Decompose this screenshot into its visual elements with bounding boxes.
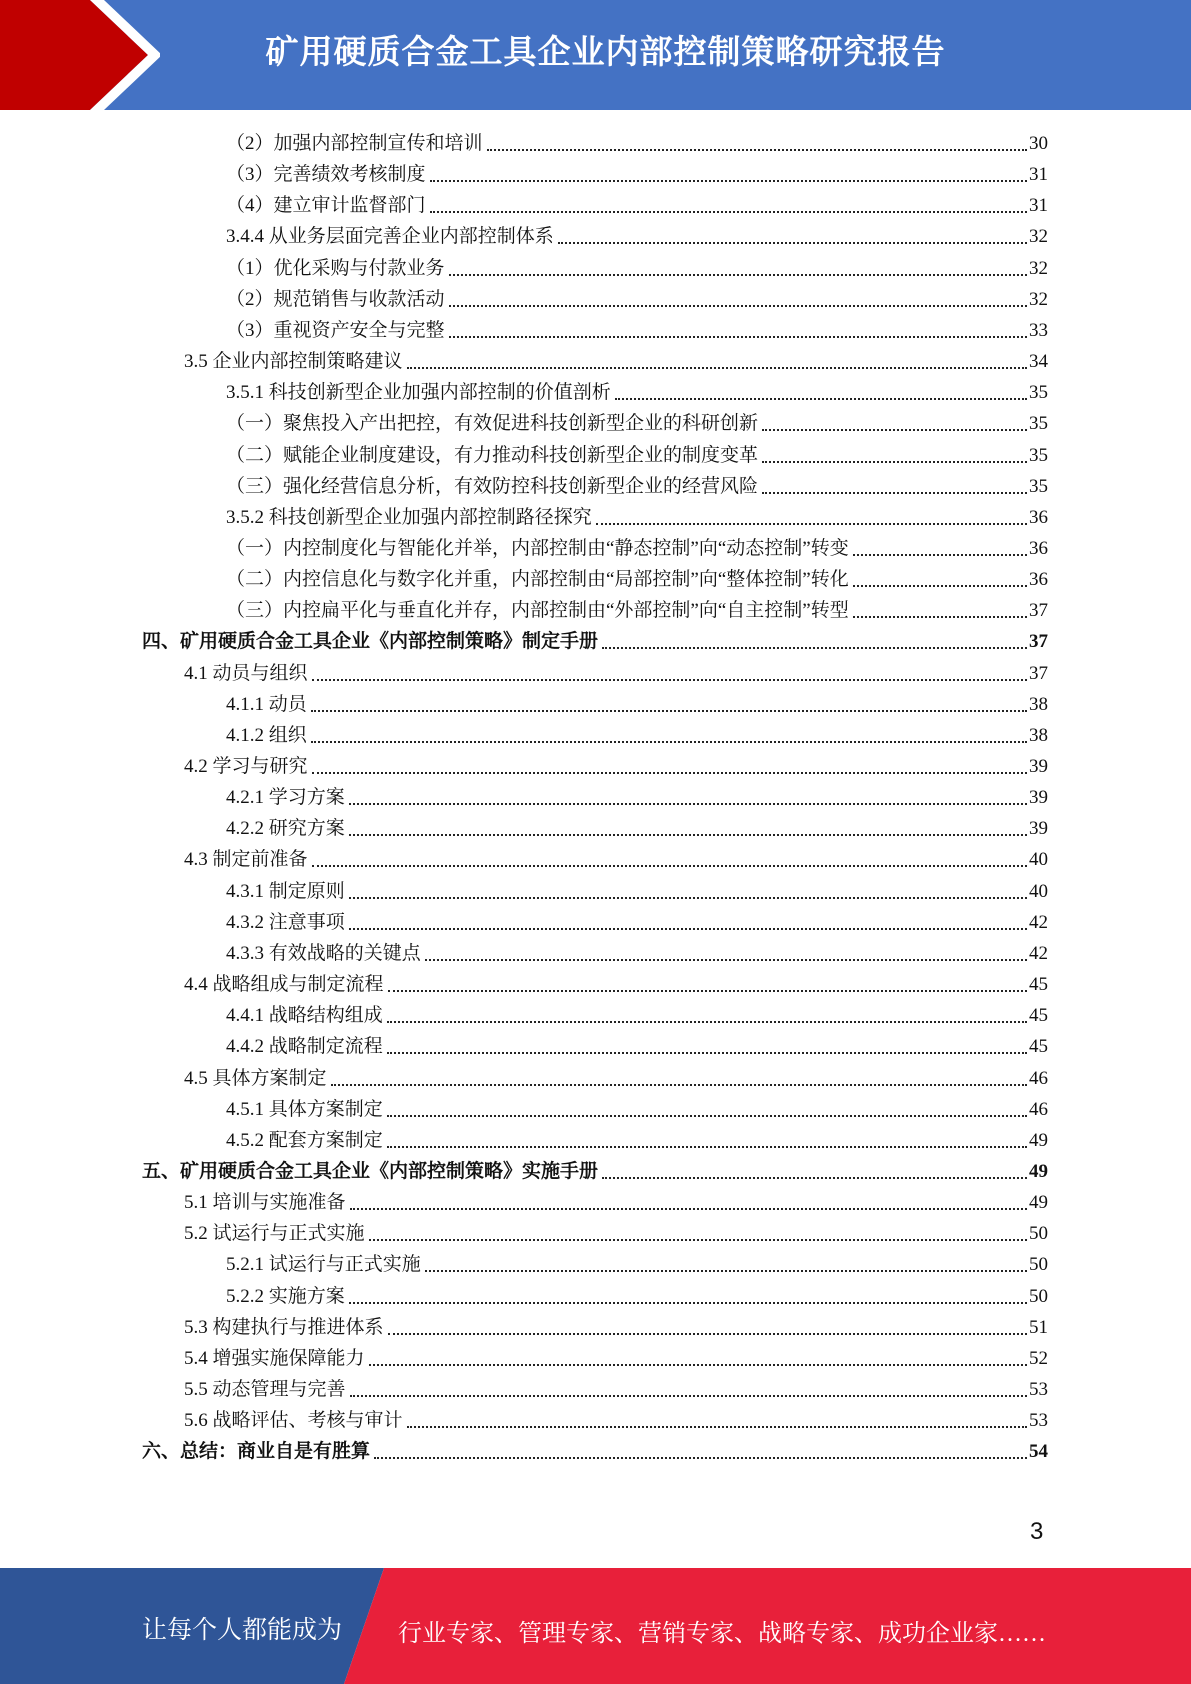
toc-entry-page: 34 [1029, 351, 1048, 373]
toc-dot-leader [349, 803, 1027, 805]
toc-entry-title: 3.4.4 从业务层面完善企业内部控制体系 [226, 226, 554, 248]
toc-dot-leader [387, 1021, 1027, 1023]
toc-entry-title: （三）强化经营信息分析，有效防控科技创新型企业的经营风险 [226, 475, 759, 497]
toc-dot-leader [388, 990, 1027, 992]
toc-entry-title: 3.5.2 科技创新型企业加强内部控制路径探究 [226, 506, 592, 528]
toc-entry-page: 37 [1029, 631, 1048, 653]
toc-entry-page: 51 [1029, 1316, 1048, 1338]
toc-entry-page: 39 [1029, 787, 1048, 809]
toc-dot-leader [558, 242, 1027, 244]
toc-dot-leader [602, 1177, 1027, 1179]
toc-entry-title: （4）建立审计监督部门 [226, 195, 426, 217]
toc-entry-page: 53 [1029, 1379, 1048, 1400]
toc-entry[interactable] [226, 907, 1048, 938]
toc-entry[interactable] [226, 782, 1048, 813]
toc-entry-title: 4.2.2 研究方案 [226, 818, 345, 840]
toc-entry-page: 49 [1029, 1160, 1048, 1182]
toc-dot-leader [312, 865, 1027, 867]
toc-entry-title: 4.5.1 具体方案制定 [226, 1098, 383, 1120]
toc-dot-leader [853, 554, 1027, 556]
toc-entry[interactable] [184, 844, 1048, 875]
toc-entry-page: 33 [1029, 319, 1048, 341]
toc-dot-leader [762, 461, 1027, 463]
toc-entry[interactable] [184, 1343, 1048, 1374]
toc-dot-leader [387, 1052, 1027, 1054]
toc-entry-title: 4.4 战略组成与制定流程 [184, 974, 384, 996]
toc-entry[interactable] [226, 1125, 1048, 1156]
toc-entry-page: 40 [1029, 880, 1048, 902]
toc-entry[interactable] [226, 1094, 1048, 1125]
toc-entry[interactable] [226, 938, 1048, 969]
toc-entry[interactable] [184, 1218, 1048, 1249]
toc-dot-leader [762, 492, 1027, 494]
toc-entry-title: 5.5 动态管理与完善 [184, 1379, 346, 1400]
toc-entry-title: 5.2 试运行与正式实施 [184, 1223, 365, 1245]
toc-entry-page: 35 [1029, 382, 1048, 404]
toc-entry[interactable] [226, 190, 1048, 221]
toc-entry-page: 50 [1029, 1223, 1048, 1245]
toc-entry-title: 4.4.1 战略结构组成 [226, 1005, 383, 1027]
toc-entry[interactable] [142, 1156, 1048, 1187]
toc-entry[interactable] [226, 876, 1048, 907]
toc-dot-leader [349, 928, 1027, 930]
toc-entry[interactable] [226, 253, 1048, 284]
toc-entry[interactable] [184, 1405, 1048, 1436]
toc-entry[interactable] [184, 1187, 1048, 1218]
toc-entry[interactable] [226, 1031, 1048, 1062]
toc-entry-title: 4.4.2 战略制定流程 [226, 1036, 383, 1058]
toc-entry-page: 45 [1029, 1005, 1048, 1027]
toc-entry-title: 4.2.1 学习方案 [226, 787, 345, 809]
toc-entry[interactable] [226, 1281, 1048, 1312]
toc-dot-leader [407, 1426, 1027, 1428]
toc-entry-page: 50 [1029, 1285, 1048, 1307]
toc-dot-leader [487, 149, 1027, 151]
toc-entry-title: 4.3.2 注意事项 [226, 911, 345, 933]
toc-entry-title: 4.3.3 有效战略的关键点 [226, 942, 421, 964]
toc-entry-page: 42 [1029, 911, 1048, 933]
toc-entry-page: 39 [1029, 818, 1048, 840]
toc-entry-title: 五、矿用硬质合金工具企业《内部控制策略》实施手册 [142, 1160, 599, 1182]
toc-dot-leader [596, 523, 1027, 525]
toc-entry-page: 32 [1029, 257, 1048, 279]
toc-entry-page: 35 [1029, 413, 1048, 435]
toc-dot-leader [449, 274, 1027, 276]
toc-dot-leader [349, 897, 1027, 899]
toc-dot-leader [349, 834, 1027, 836]
toc-entry-title: 5.2.2 实施方案 [226, 1285, 345, 1307]
toc-entry-title: 4.5.2 配套方案制定 [226, 1129, 383, 1151]
toc-dot-leader [350, 1208, 1027, 1210]
toc-entry-page: 52 [1029, 1347, 1048, 1369]
toc-entry[interactable] [226, 159, 1048, 190]
toc-entry[interactable] [226, 128, 1048, 159]
toc-entry[interactable] [226, 1000, 1048, 1031]
toc-entry-title: （1）优化采购与付款业务 [226, 257, 445, 279]
toc-entry[interactable] [142, 626, 1048, 657]
toc-dot-leader [311, 710, 1027, 712]
toc-entry-title: 3.5.1 科技创新型企业加强内部控制的价值剖析 [226, 382, 611, 404]
toc-entry-page: 46 [1029, 1098, 1048, 1120]
toc-entry[interactable] [226, 221, 1048, 252]
toc-entry-page: 32 [1029, 226, 1048, 248]
toc-dot-leader [311, 741, 1027, 743]
toc-entry-title: 4.5 具体方案制定 [184, 1067, 327, 1089]
toc-entry-page: 38 [1029, 724, 1048, 746]
toc-entry-page: 45 [1029, 1036, 1048, 1058]
toc-entry-title: 4.3 制定前准备 [184, 849, 308, 871]
toc-entry-title: 六、总结：商业自是有胜算 [142, 1441, 371, 1463]
toc-entry-title: 3.5 企业内部控制策略建议 [184, 351, 403, 373]
toc-entry-page: 50 [1029, 1254, 1048, 1276]
toc-entry-title: （二）内控信息化与数字化并重，内部控制由“局部控制”向“整体控制”转化 [226, 569, 849, 591]
toc-entry[interactable] [226, 315, 1048, 346]
toc-entry[interactable] [226, 377, 1048, 408]
toc-entry-title: 4.2 学习与研究 [184, 756, 308, 777]
toc-entry-page: 36 [1029, 537, 1048, 559]
toc-entry[interactable] [226, 502, 1048, 533]
toc-entry-title: （一）聚焦投入产出把控，有效促进科技创新型企业的科研创新 [226, 413, 759, 435]
toc-entry-title: 5.3 构建执行与推进体系 [184, 1316, 384, 1338]
toc-entry[interactable] [184, 346, 1048, 377]
toc-entry[interactable] [226, 471, 1048, 502]
toc-entry[interactable] [184, 1312, 1048, 1343]
toc-dot-leader [387, 1115, 1027, 1117]
toc-entry-page: 53 [1029, 1410, 1048, 1432]
toc-dot-leader [425, 1270, 1027, 1272]
toc-entry[interactable] [226, 440, 1048, 471]
toc-entry[interactable] [142, 1436, 1048, 1467]
toc-entry-title: （一）内控制度化与智能化并举，内部控制由“静态控制”向“动态控制”转变 [226, 537, 849, 559]
toc-entry-title: 4.1.1 动员 [226, 693, 307, 715]
toc-entry[interactable] [226, 1249, 1048, 1280]
toc-entry-page: 45 [1029, 974, 1048, 996]
toc-entry-page: 49 [1029, 1192, 1048, 1214]
toc-dot-leader [407, 367, 1027, 369]
toc-dot-leader [387, 1146, 1027, 1148]
toc-entry-title: （二）赋能企业制度建设，有力推动科技创新型企业的制度变革 [226, 444, 759, 466]
page-number: 3 [1030, 1518, 1044, 1545]
toc-entry[interactable] [226, 408, 1048, 439]
toc-entry-title: 4.1.2 组织 [226, 724, 307, 746]
toc-entry-page: 38 [1029, 693, 1048, 715]
toc-entry-title: （2）规范销售与收款活动 [226, 288, 445, 310]
toc-entry-page: 40 [1029, 849, 1048, 871]
toc-entry-title: 4.3.1 制定原则 [226, 880, 345, 902]
toc-entry-title: （2）加强内部控制宣传和培训 [226, 133, 483, 154]
toc-dot-leader [425, 959, 1027, 961]
toc-entry[interactable] [226, 284, 1048, 315]
toc-entry-title: 5.4 增强实施保障能力 [184, 1347, 365, 1369]
toc-dot-leader [853, 616, 1027, 618]
toc-dot-leader [615, 398, 1027, 400]
toc-dot-leader [762, 429, 1027, 431]
toc-entry-page: 31 [1029, 195, 1048, 217]
toc-entry-page: 39 [1029, 756, 1048, 777]
toc-dot-leader [388, 1333, 1027, 1335]
toc-entry-title: （3）完善绩效考核制度 [226, 164, 426, 186]
toc-dot-leader [349, 1302, 1027, 1304]
toc-entry-page: 35 [1029, 475, 1048, 497]
toc-entry-page: 49 [1029, 1129, 1048, 1151]
header-band [0, 0, 1191, 110]
toc-entry-title: 四、矿用硬质合金工具企业《内部控制策略》制定手册 [142, 631, 599, 653]
toc-entry-title: 5.1 培训与实施准备 [184, 1192, 346, 1214]
toc-entry-page: 36 [1029, 569, 1048, 591]
toc-dot-leader [312, 679, 1027, 681]
toc-entry-page: 54 [1029, 1441, 1048, 1463]
footer-slogan-left: 让每个人都能成为 [142, 1617, 343, 1644]
toc-entry-title: （3）重视资产安全与完整 [226, 319, 445, 341]
toc-entry[interactable] [226, 595, 1048, 626]
toc-dot-leader [853, 585, 1027, 587]
toc-entry-page: 30 [1029, 133, 1048, 154]
toc-dot-leader [369, 1239, 1027, 1241]
footer-slogan-right: 行业专家、管理专家、营销专家、战略专家、成功企业家…… [398, 1621, 1046, 1647]
toc-dot-leader [312, 772, 1027, 774]
toc-dot-leader [331, 1084, 1027, 1086]
toc-entry[interactable] [226, 564, 1048, 595]
toc-dot-leader [350, 1395, 1027, 1397]
toc-dot-leader [449, 305, 1027, 307]
toc-dot-leader [430, 211, 1027, 213]
toc-entry-page: 42 [1029, 942, 1048, 964]
toc-entry-page: 46 [1029, 1067, 1048, 1089]
toc-entry-title: 5.2.1 试运行与正式实施 [226, 1254, 421, 1276]
toc-entry[interactable] [226, 720, 1048, 751]
toc-entry[interactable] [226, 689, 1048, 720]
toc-entry[interactable] [226, 533, 1048, 564]
toc-entry[interactable] [184, 969, 1048, 1000]
toc-entry[interactable] [184, 751, 1048, 782]
document-title: 矿用硬质合金工具企业内部控制策略研究报告 [265, 33, 946, 70]
toc-dot-leader [369, 1364, 1027, 1366]
toc-entry-page: 35 [1029, 444, 1048, 466]
toc-entry[interactable] [226, 813, 1048, 844]
toc-entry-page: 37 [1029, 600, 1048, 622]
toc-entry[interactable] [184, 658, 1048, 689]
toc-dot-leader [374, 1457, 1027, 1459]
toc-entry-page: 37 [1029, 662, 1048, 684]
toc-entry-title: 5.6 战略评估、考核与审计 [184, 1410, 403, 1432]
toc-entry-title: （三）内控扁平化与垂直化并存，内部控制由“外部控制”向“自主控制”转型 [226, 600, 849, 622]
toc-entry-page: 31 [1029, 164, 1048, 186]
toc-dot-leader [602, 647, 1027, 649]
toc-dot-leader [430, 180, 1027, 182]
toc-entry-page: 36 [1029, 506, 1048, 528]
toc-entry-title: 4.1 动员与组织 [184, 662, 308, 684]
toc-entry-page: 32 [1029, 288, 1048, 310]
toc-entry[interactable] [184, 1374, 1048, 1405]
toc-dot-leader [449, 336, 1027, 338]
toc-entry[interactable] [184, 1063, 1048, 1094]
